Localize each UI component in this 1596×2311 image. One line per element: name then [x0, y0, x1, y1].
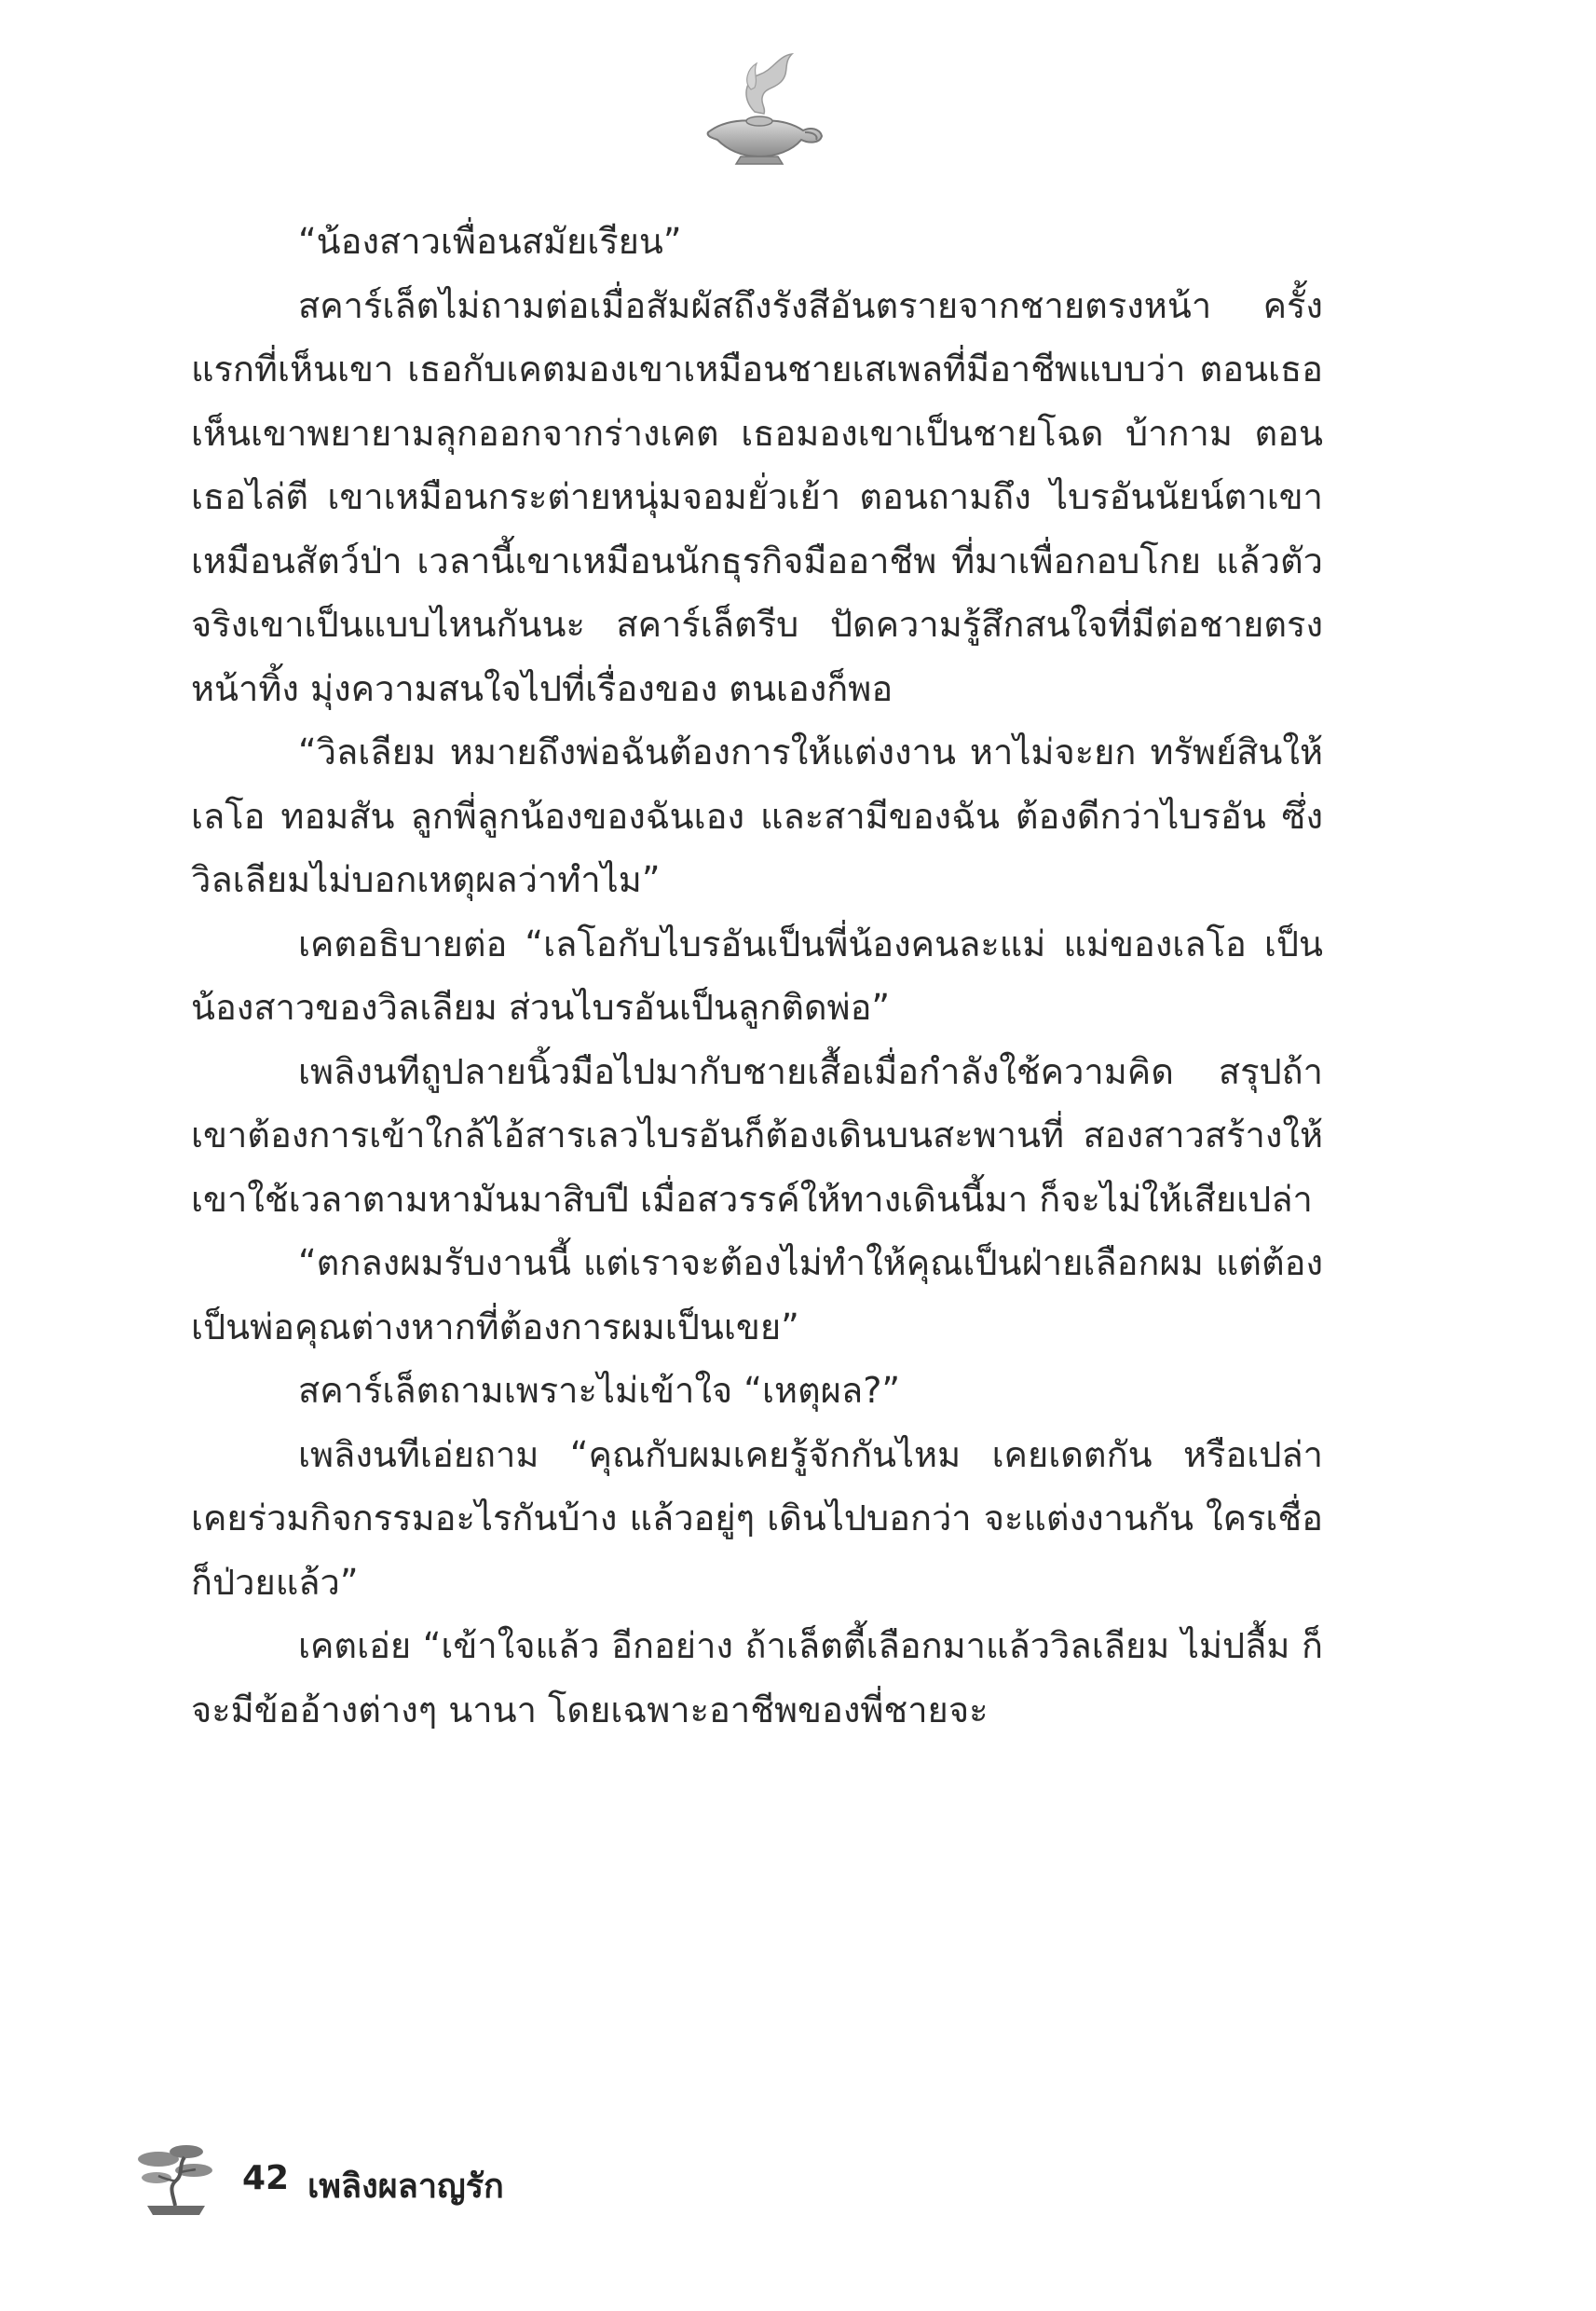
paragraph: “ตกลงผมรับงานนี้ แต่เราจะต้องไม่ทำให้คุณเป็นฝ่ายเลือกผม แต่ต้องเป็นพ่อคุณต่างหากที่ต้องการผมเป็นเขย” [191, 1242, 1323, 1347]
body-text [191, 210, 1323, 1742]
page-number: 42 [242, 2159, 290, 2197]
paragraph: สคาร์เล็ตไม่ถามต่อเมื่อสัมผัสถึงรังสีอันตรายจากชายตรงหน้า ครั้งแรกที่เห็นเขา เธอกับเคตมองเขาเหมือนชายเสเพลที่มีอาชีพแบบว่า ตอนเธอเห็นเขาพยายามลุกออกจากร่างเคต เธอมองเขาเป็นชายโฉด บ้ากาม ตอนเธอไล่ตี เขาเหมือนกระต่ายหนุ่มจอมยั่วเย้า ตอนถามถึง ไบรอันนัยน์ตาเขาเหมือนสัตว์ป่า เวลานี้เขาเหมือนนักธุรกิจมืออาชีพ ที่มาเพื่อกอบโกย แล้วตัวจริงเขาเป็นแบบไหนกันนะ สคาร์เล็ตรีบ ปัดความรู้สึกสนใจที่มีต่อชายตรงหน้าทิ้ง มุ่งความสนใจไปที่เรื่องของ ตนเองก็พอ [191, 284, 1323, 709]
page-footer [130, 2139, 689, 2222]
paragraph: เพลิงนทีถูปลายนิ้วมือไปมากับชายเสื้อเมื่อกำลังใช้ความคิด สรุปถ้าเขาต้องการเข้าใกล้ไอ้สารเลวไบรอันก็ต้องเดินบนสะพานที่ สองสาวสร้างให้ เขาใช้เวลาตามหามันมาสิบปี เมื่อสวรรค์ให้ทางเดินนี้มา ก็จะไม่ให้เสียเปล่า [191, 1050, 1323, 1220]
genie-lamp-icon [689, 47, 829, 168]
paragraph: เคตอธิบายต่อ “เลโอกับไบรอันเป็นพี่น้องคนละแม่ แม่ของเลโอ เป็นน้องสาวของวิลเลียม ส่วนไบรอันเป็นลูกติดพ่อ” [191, 923, 1323, 1028]
bonsai-tree-icon [130, 2139, 219, 2218]
paragraph: เพลิงนทีเอ่ยถาม “คุณกับผมเคยรู้จักกันไหม เคยเดตกัน หรือเปล่า เคยร่วมกิจกรรมอะไรกันบ้าง แล้วอยู่ๆ เดินไปบอกว่า จะแต่งงานกัน ใครเชื่อก็ป่วยแล้ว” [191, 1433, 1323, 1603]
paragraph: สคาร์เล็ตถามเพราะไม่เข้าใจ “เหตุผล?” [298, 1370, 901, 1411]
paragraph: เคตเอ่ย “เข้าใจแล้ว อีกอย่าง ถ้าเล็ตตี้เลือกมาแล้ววิลเลียม ไม่ปลื้ม ก็จะมีข้ออ้างต่างๆ นานา โดยเฉพาะอาชีพของพี่ชายจะ [191, 1625, 1323, 1730]
paragraph: “น้องสาวเพื่อนสมัยเรียน” [298, 221, 682, 262]
book-title: เพลิงผลาญรัก [307, 2167, 504, 2206]
paragraph: “วิลเลียม หมายถึงพ่อฉันต้องการให้แต่งงาน หาไม่จะยก ทรัพย์สินให้ เลโอ ทอมสัน ลูกพี่ลูกน้องของฉันเอง และสามีของฉัน ต้องดีกว่าไบรอัน ซึ่งวิลเลียมไม่บอกเหตุผลว่าทำไม” [191, 732, 1323, 900]
